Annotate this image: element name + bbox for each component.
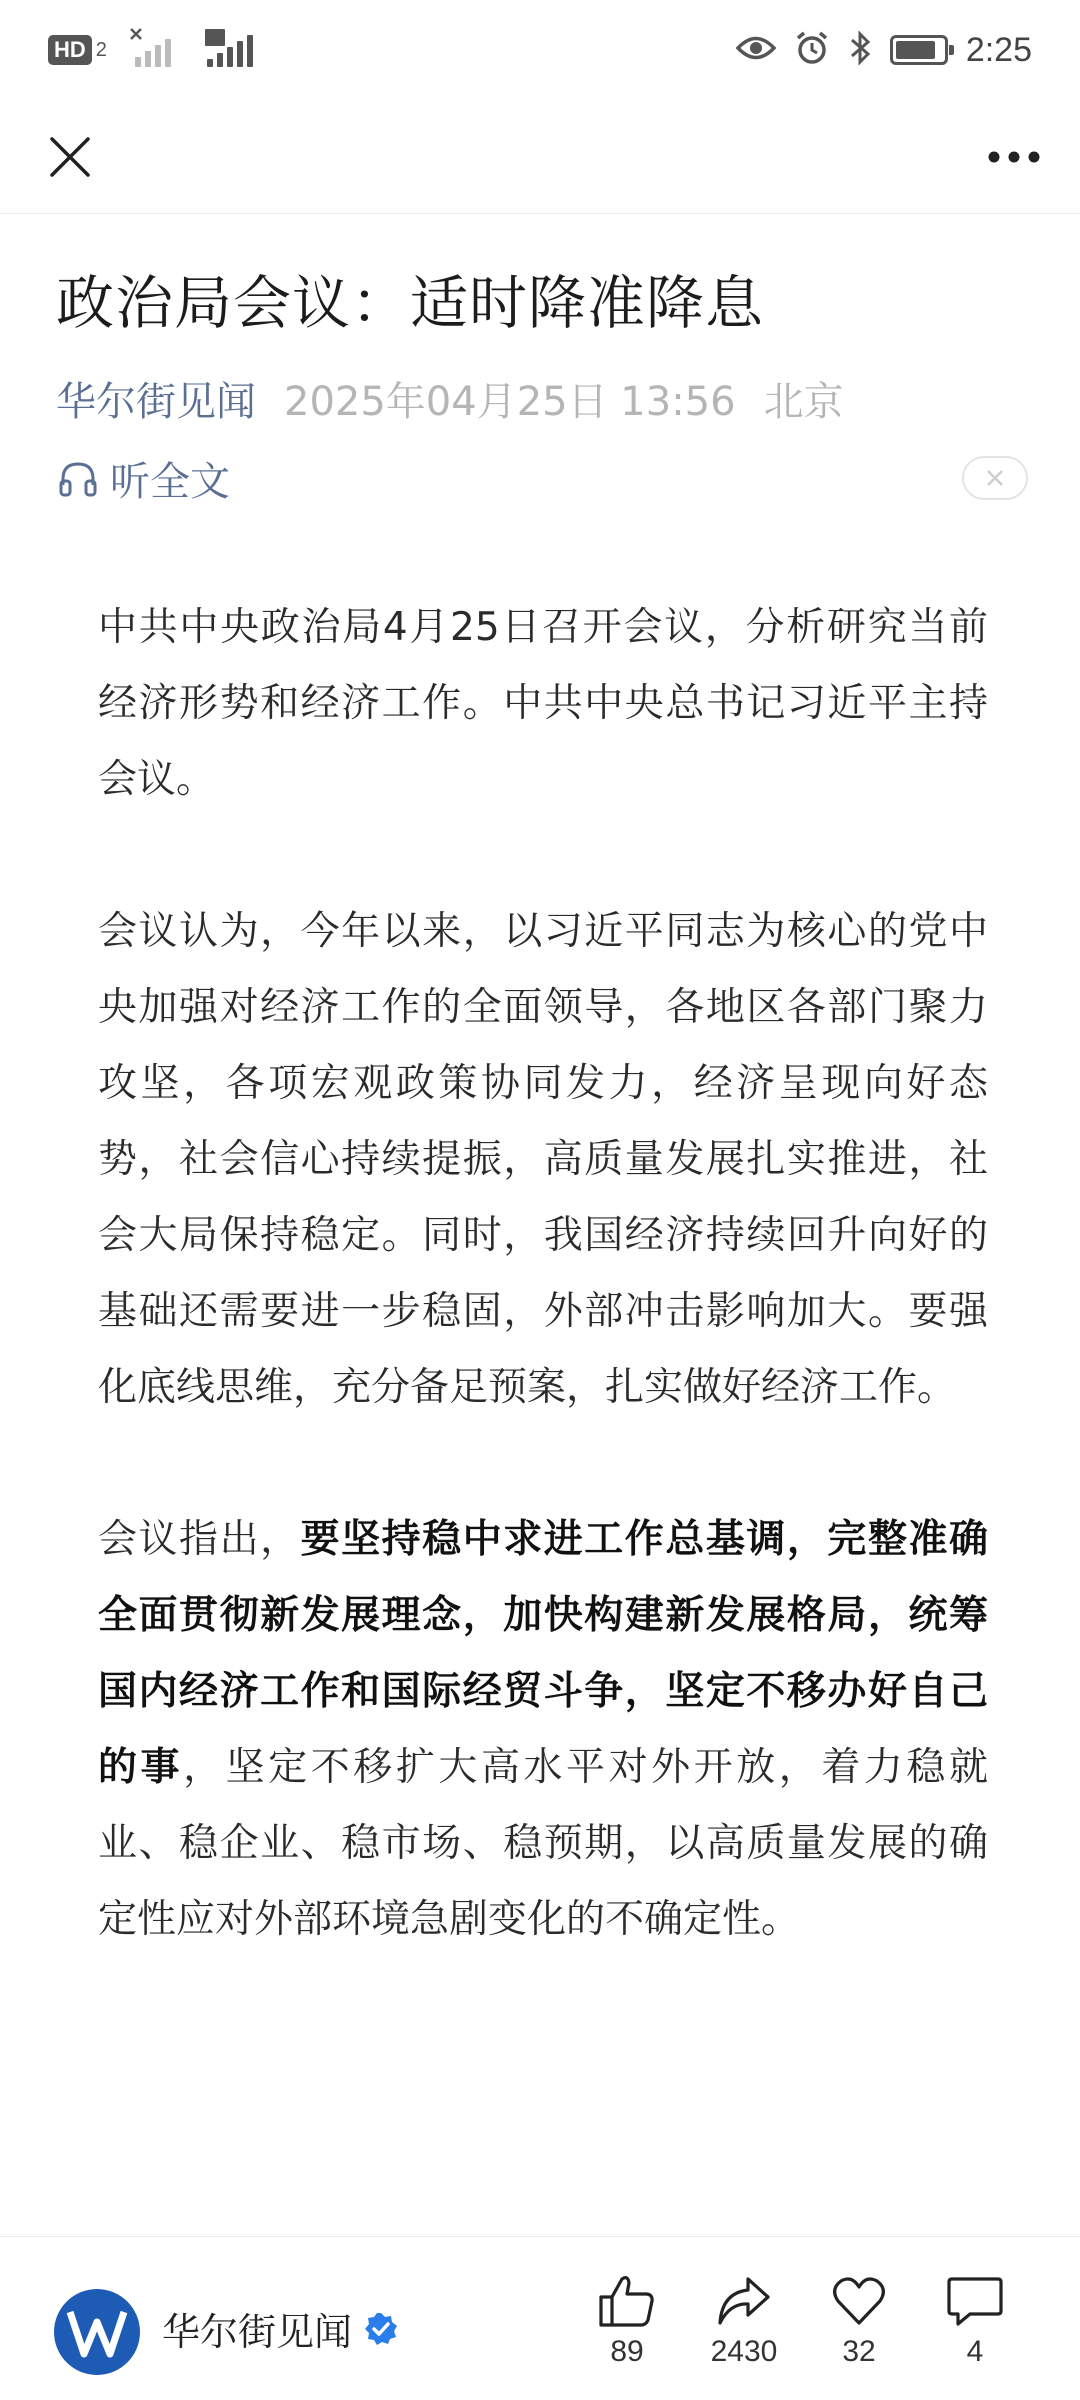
status-bar: [0, 0, 1080, 100]
more-horizontal-icon: [987, 150, 1041, 164]
thumbs-up-icon: [598, 2273, 656, 2329]
top-nav: [0, 100, 1080, 214]
paragraph-3-intro: 会议指出，: [98, 1517, 301, 1562]
paragraph-3: [98, 1502, 988, 1958]
headphones-icon: [58, 459, 98, 499]
article-source-link[interactable]: 华尔街见闻: [56, 379, 256, 425]
bluetooth-icon: [848, 30, 872, 70]
article-date: 2025年04月25日 13:56: [284, 379, 736, 425]
share-button[interactable]: [699, 2273, 789, 2369]
listen-full-text-button[interactable]: [58, 450, 230, 507]
hd-label: HD: [48, 35, 92, 65]
status-left: [48, 29, 253, 67]
close-icon: [49, 136, 91, 178]
hd-indicator: [48, 35, 107, 65]
close-button[interactable]: [34, 121, 106, 193]
like-button[interactable]: [582, 2273, 672, 2369]
eye-icon: [736, 33, 776, 67]
more-button[interactable]: [978, 121, 1050, 193]
comment-button[interactable]: [930, 2273, 1020, 2369]
hd-sub-label: 2: [95, 38, 107, 61]
favorite-button[interactable]: [814, 2273, 904, 2369]
battery-icon: [890, 35, 948, 65]
article-meta: [56, 370, 844, 427]
verified-badge-icon: [364, 2312, 398, 2346]
close-icon: [985, 468, 1005, 488]
like-count: 89: [610, 2335, 644, 2368]
listen-label: 听全文: [110, 459, 230, 505]
comment-count: 4: [966, 2335, 984, 2368]
signal-5g-icon: [204, 29, 253, 67]
article-location: 北京: [763, 379, 844, 425]
comment-icon: [946, 2273, 1004, 2329]
battery-fill: [896, 41, 935, 59]
paragraph-2: 会议认为，今年以来，以习近平同志为核心的党中央加强对经济工作的全面领导，各地区各部门聚力攻坚，各项宏观政策协同发力，经济呈现向好态势，社会信心持续提振，高质量发展扎实推进，社会大局保持稳定。同时，我国经济持续回升向好的基础还需要进一步稳固，外部冲击影响加大。要强化底线思维，充分备足预案，扎实做好经济工作。: [98, 909, 988, 1410]
status-time: 2:25: [965, 30, 1032, 69]
author-name-link[interactable]: [162, 2301, 398, 2356]
author-avatar[interactable]: [54, 2289, 140, 2375]
article-body: [98, 590, 988, 2034]
heart-icon: [831, 2273, 887, 2329]
paragraph-3-bold: 要坚持稳中求进工作总基调，完整准确全面贯彻新发展理念，加快构建新发展格局，统筹国内经济工作和国际经贸斗争，坚定不移办好自己的事: [98, 1517, 988, 1790]
status-right: [736, 30, 1032, 70]
network-label: 5G: [204, 29, 225, 46]
share-count: 2430: [710, 2335, 778, 2368]
share-icon: [716, 2273, 772, 2329]
signal-weak-icon: [135, 33, 171, 67]
article-title: 政治局会议：适时降准降息: [56, 269, 765, 337]
bottom-bar: [0, 2236, 1080, 2400]
paragraph-3-rest: ，坚定不移扩大高水平对外开放，着力稳就业、稳企业、稳市场、稳预期，以高质量发展的确定性应对外部环境急剧变化的不确定性。: [98, 1745, 988, 1942]
author-name: 华尔街见闻: [162, 2310, 353, 2354]
paragraph-1: 中共中央政治局4月25日召开会议，分析研究当前经济形势和经济工作。中共中央总书记习近平主持会议。: [98, 605, 988, 802]
listen-close-button[interactable]: [962, 456, 1028, 500]
wallstreetcn-logo-icon: [66, 2304, 128, 2360]
favorite-count: 32: [842, 2335, 876, 2368]
alarm-icon: [794, 30, 830, 70]
